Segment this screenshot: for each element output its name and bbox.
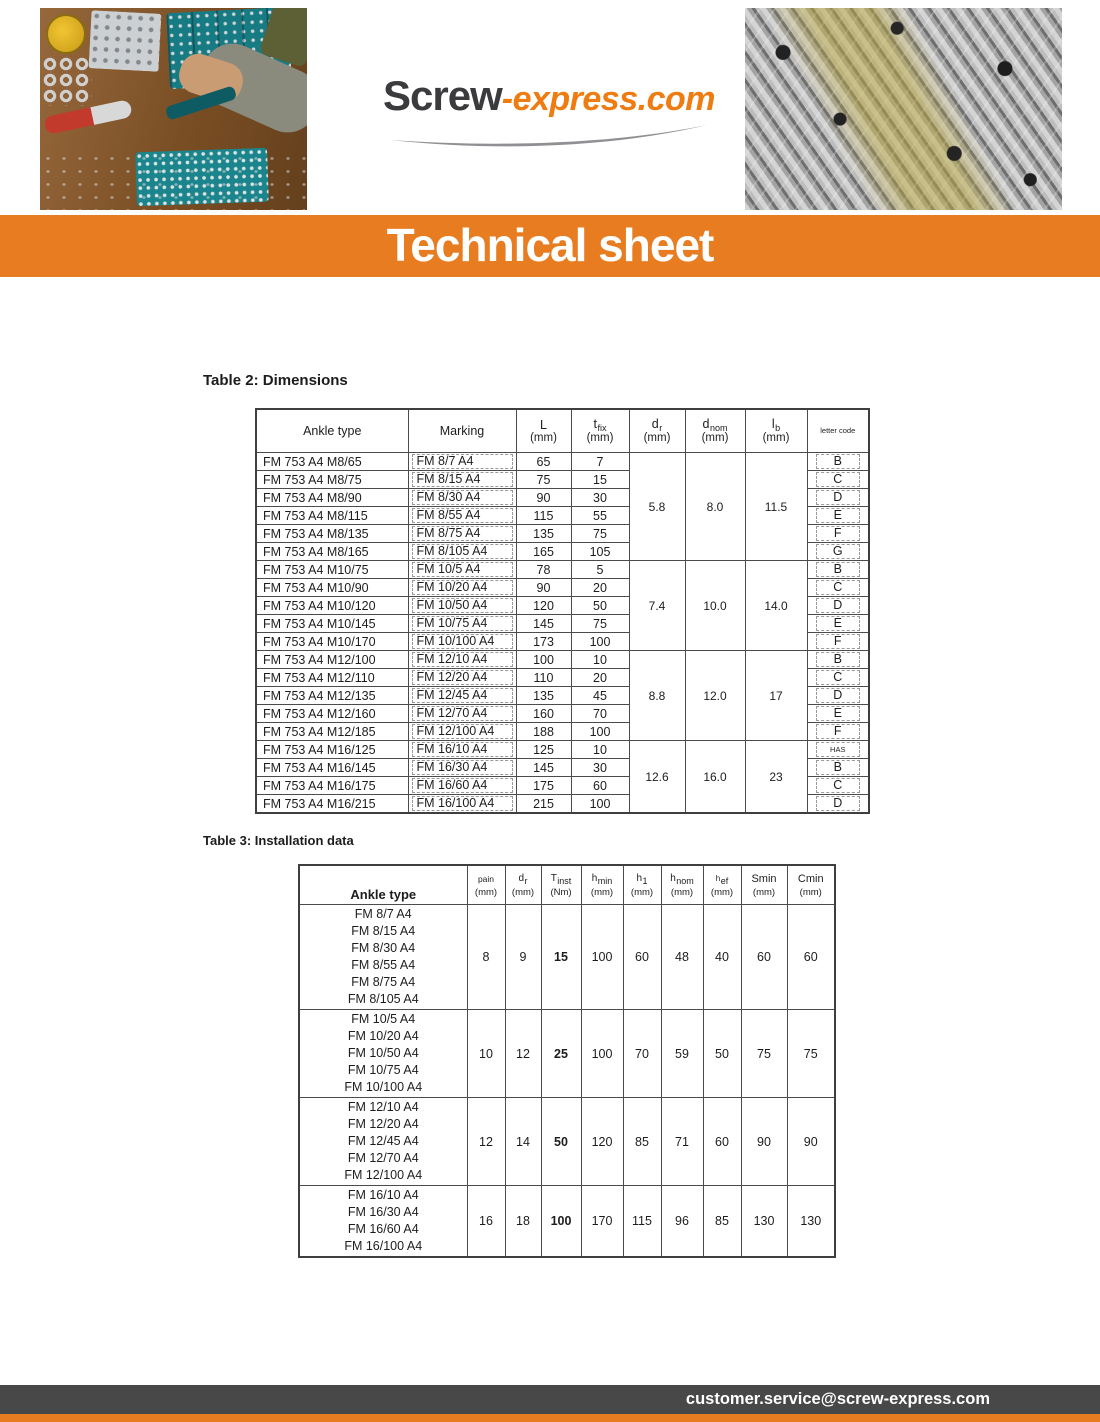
- brand-logo-text-secondary: -express.com: [501, 80, 715, 118]
- tfix-cell: 100: [571, 723, 629, 741]
- length-cell: 78: [516, 561, 571, 579]
- marking-cell: FM 8/75 A4: [408, 525, 516, 543]
- ankle-type-line: FM 16/60 A4: [347, 1222, 419, 1236]
- length-cell: 215: [516, 795, 571, 814]
- t2-col-label-marking: Marking: [439, 424, 485, 438]
- value-cell: 50: [541, 1098, 581, 1186]
- t3-col-hmin: [581, 865, 623, 905]
- ankle-type-cell: FM 753 A4 M8/165: [256, 543, 408, 561]
- ankle-type-line: FM 10/75 A4: [347, 1063, 419, 1077]
- value-cell: 8: [467, 905, 505, 1010]
- t2-col-unit-dnom: (mm): [701, 432, 729, 444]
- dr-cell: 5.8: [629, 453, 685, 561]
- marking-cell: FM 10/75 A4: [408, 615, 516, 633]
- table2-caption: Table 2: Dimensions: [203, 372, 348, 389]
- value-cell: 60: [741, 905, 787, 1010]
- t2-col-unit-tfix: (mm): [586, 432, 614, 444]
- table-row: [256, 561, 869, 579]
- value-cell: 120: [581, 1098, 623, 1186]
- length-cell: 173: [516, 633, 571, 651]
- tfix-cell: 20: [571, 579, 629, 597]
- t3-col-tinst: [541, 865, 581, 905]
- t3-col-unit-dr: (mm): [511, 887, 535, 898]
- ankle-types-cell: [299, 1186, 467, 1258]
- t2-col-ankle: [256, 409, 408, 453]
- tfix-cell: 100: [571, 795, 629, 814]
- length-cell: 65: [516, 453, 571, 471]
- letter-code-cell: E: [807, 615, 869, 633]
- t3-col-ankle: [299, 865, 467, 905]
- ankle-type-line: FM 12/10 A4: [347, 1100, 419, 1114]
- t3-col-label-hef: hef: [715, 874, 729, 886]
- dnom-cell: 12.0: [685, 651, 745, 741]
- tfix-cell: 105: [571, 543, 629, 561]
- t2-col-dr: [629, 409, 685, 453]
- marking-cell: FM 8/30 A4: [408, 489, 516, 507]
- tfix-cell: 50: [571, 597, 629, 615]
- value-cell: 10: [467, 1010, 505, 1098]
- ankle-type-line: FM 16/30 A4: [347, 1205, 419, 1219]
- t3-col-hef: [703, 865, 741, 905]
- t2-col-label-dr: $d_r$: [651, 417, 663, 433]
- lb-cell: 14.0: [745, 561, 807, 651]
- t3-col-label-ankle: Ankle type: [350, 887, 417, 902]
- brand-logo-text-primary: Screw: [383, 72, 502, 119]
- t2-col-label-lb: $l_b$: [771, 417, 781, 433]
- t3-col-unit-h1: (mm): [630, 887, 654, 898]
- letter-code-cell: B: [807, 453, 869, 471]
- length-cell: 145: [516, 759, 571, 777]
- length-cell: 135: [516, 525, 571, 543]
- table3-caption: Table 3: Installation data: [203, 833, 354, 848]
- length-cell: 125: [516, 741, 571, 759]
- t3-col-label-h1: h1: [636, 873, 648, 886]
- value-cell: 40: [703, 905, 741, 1010]
- tfix-cell: 75: [571, 615, 629, 633]
- value-cell: 70: [623, 1010, 661, 1098]
- ankle-type-cell: FM 753 A4 M8/65: [256, 453, 408, 471]
- value-cell: 130: [741, 1186, 787, 1258]
- length-cell: 188: [516, 723, 571, 741]
- length-cell: 75: [516, 471, 571, 489]
- contact-email: customer.service@screw-express.com: [685, 1390, 990, 1408]
- value-cell: 75: [787, 1010, 835, 1098]
- length-cell: 160: [516, 705, 571, 723]
- value-cell: 60: [703, 1098, 741, 1186]
- tfix-cell: 30: [571, 489, 629, 507]
- installation-table-body: [299, 905, 835, 1258]
- ankle-types-cell: [299, 1098, 467, 1186]
- t2-col-label-ankle: Ankle type: [303, 424, 362, 438]
- dr-cell: 12.6: [629, 741, 685, 814]
- installation-table: [298, 864, 836, 1258]
- marking-cell: FM 12/45 A4: [408, 687, 516, 705]
- ankle-type-cell: FM 753 A4 M16/175: [256, 777, 408, 795]
- ankle-type-cell: FM 753 A4 M12/160: [256, 705, 408, 723]
- brand-logo: [383, 72, 733, 148]
- ankle-type-cell: FM 753 A4 M10/120: [256, 597, 408, 615]
- t3-col-hnom: [661, 865, 703, 905]
- dr-cell: 7.4: [629, 561, 685, 651]
- length-cell: 115: [516, 507, 571, 525]
- ankle-type-cell: FM 753 A4 M16/125: [256, 741, 408, 759]
- marking-cell: FM 8/55 A4: [408, 507, 516, 525]
- marking-cell: FM 12/20 A4: [408, 669, 516, 687]
- letter-code-cell: B: [807, 651, 869, 669]
- length-cell: 145: [516, 615, 571, 633]
- value-cell: 85: [703, 1186, 741, 1258]
- footer-accent-bar: [0, 1414, 1100, 1422]
- marking-cell: FM 10/50 A4: [408, 597, 516, 615]
- tfix-cell: 30: [571, 759, 629, 777]
- ankle-type-line: FM 8/7 A4: [354, 907, 412, 921]
- marking-cell: FM 12/10 A4: [408, 651, 516, 669]
- value-cell: 9: [505, 905, 541, 1010]
- letter-code-cell: D: [807, 687, 869, 705]
- ankle-type-line: FM 12/45 A4: [347, 1134, 419, 1148]
- table-row: [256, 741, 869, 759]
- dnom-cell: 16.0: [685, 741, 745, 814]
- t3-col-cmin: [787, 865, 835, 905]
- t2-col-label-dnom: $d_{nom}$: [702, 417, 728, 433]
- ankle-type-cell: FM 753 A4 M16/145: [256, 759, 408, 777]
- tfix-cell: 70: [571, 705, 629, 723]
- marking-cell: FM 8/7 A4: [408, 453, 516, 471]
- dimensions-table: [255, 408, 870, 814]
- t2-col-marking: [408, 409, 516, 453]
- letter-code-cell: D: [807, 795, 869, 814]
- ankle-type-line: FM 10/20 A4: [347, 1029, 419, 1043]
- value-cell: 60: [787, 905, 835, 1010]
- logo-swoosh-icon: [389, 122, 709, 148]
- tfix-cell: 55: [571, 507, 629, 525]
- ankle-type-cell: FM 753 A4 M10/75: [256, 561, 408, 579]
- value-cell: 71: [661, 1098, 703, 1186]
- value-cell: 16: [467, 1186, 505, 1258]
- letter-code-cell: F: [807, 633, 869, 651]
- letter-code-cell: D: [807, 489, 869, 507]
- scattered-screws-shape: [40, 152, 307, 210]
- ankle-type-cell: FM 753 A4 M16/215: [256, 795, 408, 814]
- masthead: [0, 0, 1100, 215]
- t3-col-smin: [741, 865, 787, 905]
- ankle-type-cell: FM 753 A4 M12/135: [256, 687, 408, 705]
- footer: [0, 1385, 1100, 1422]
- marking-cell: FM 16/60 A4: [408, 777, 516, 795]
- table-row: [256, 453, 869, 471]
- t3-col-unit-pain: (mm): [474, 886, 498, 898]
- value-cell: 115: [623, 1186, 661, 1258]
- value-cell: 130: [787, 1186, 835, 1258]
- marking-cell: FM 10/5 A4: [408, 561, 516, 579]
- length-cell: 165: [516, 543, 571, 561]
- letter-code-cell: C: [807, 777, 869, 795]
- t3-col-label-hnom: hnom: [670, 873, 694, 886]
- tfix-cell: 75: [571, 525, 629, 543]
- value-cell: 25: [541, 1010, 581, 1098]
- t3-col-label-dr: dr: [518, 873, 528, 886]
- installation-table-header-row: [299, 865, 835, 905]
- t3-col-unit-smin: (mm): [752, 886, 776, 898]
- length-cell: 175: [516, 777, 571, 795]
- ankle-types-cell: [299, 1010, 467, 1098]
- t3-col-unit-hmin: (mm): [590, 887, 614, 898]
- length-cell: 135: [516, 687, 571, 705]
- letter-code-cell: F: [807, 525, 869, 543]
- letter-code-cell: E: [807, 507, 869, 525]
- marking-cell: FM 8/15 A4: [408, 471, 516, 489]
- ankle-type-line: FM 16/100 A4: [344, 1239, 423, 1253]
- value-cell: 18: [505, 1186, 541, 1258]
- value-cell: 96: [661, 1186, 703, 1258]
- t2-col-unit-lb: (mm): [762, 432, 790, 444]
- table-row: [256, 651, 869, 669]
- tfix-cell: 20: [571, 669, 629, 687]
- t2-col-unit-L: (mm): [530, 431, 557, 444]
- length-cell: 90: [516, 579, 571, 597]
- table-row: [299, 905, 835, 1010]
- letter-code-cell: F: [807, 723, 869, 741]
- letter-code-cell: C: [807, 471, 869, 489]
- washers-shape: [42, 56, 92, 106]
- ankle-type-line: FM 10/50 A4: [347, 1046, 419, 1060]
- dnom-cell: 10.0: [685, 561, 745, 651]
- marking-cell: FM 10/20 A4: [408, 579, 516, 597]
- lb-cell: 17: [745, 651, 807, 741]
- value-cell: 90: [787, 1098, 835, 1186]
- t3-col-unit-tinst: (Nm): [550, 887, 572, 898]
- workbench-photo: [40, 8, 307, 210]
- letter-code-cell: C: [807, 669, 869, 687]
- t3-col-label-hmin: hmin: [591, 873, 613, 886]
- ankle-type-cell: FM 753 A4 M12/100: [256, 651, 408, 669]
- parts-tray-shape: [89, 10, 162, 72]
- dr-cell: 8.8: [629, 651, 685, 741]
- tfix-cell: 5: [571, 561, 629, 579]
- ankle-type-line: FM 8/30 A4: [351, 941, 416, 955]
- tfix-cell: 7: [571, 453, 629, 471]
- ankle-type-cell: FM 753 A4 M8/135: [256, 525, 408, 543]
- t2-col-label-L: L: [540, 417, 547, 432]
- value-cell: 59: [661, 1010, 703, 1098]
- ankle-type-cell: FM 753 A4 M10/90: [256, 579, 408, 597]
- lb-cell: 11.5: [745, 453, 807, 561]
- value-cell: 60: [623, 905, 661, 1010]
- tfix-cell: 60: [571, 777, 629, 795]
- ankle-type-line: FM 8/55 A4: [351, 958, 416, 972]
- letter-code-cell: B: [807, 561, 869, 579]
- value-cell: 75: [741, 1010, 787, 1098]
- tfix-cell: 45: [571, 687, 629, 705]
- ankle-type-cell: FM 753 A4 M12/185: [256, 723, 408, 741]
- ankle-type-line: FM 8/15 A4: [351, 924, 416, 938]
- table-row: [299, 1098, 835, 1186]
- tfix-cell: 10: [571, 651, 629, 669]
- tfix-cell: 10: [571, 741, 629, 759]
- value-cell: 100: [581, 905, 623, 1010]
- ankle-type-cell: FM 753 A4 M8/75: [256, 471, 408, 489]
- ankle-type-line: FM 8/105 A4: [347, 992, 419, 1006]
- ankle-type-line: FM 12/100 A4: [344, 1168, 423, 1182]
- marking-cell: FM 8/105 A4: [408, 543, 516, 561]
- value-cell: 100: [541, 1186, 581, 1258]
- t2-col-lb: [745, 409, 807, 453]
- t3-col-pain: [467, 865, 505, 905]
- length-cell: 120: [516, 597, 571, 615]
- screws-photo: [745, 8, 1062, 210]
- dnom-cell: 8.0: [685, 453, 745, 561]
- page-title: Technical sheet: [386, 219, 714, 271]
- t3-col-h1: [623, 865, 661, 905]
- t2-col-tfix: [571, 409, 629, 453]
- table-row: [299, 1186, 835, 1258]
- table-row: [299, 1010, 835, 1098]
- value-cell: 12: [467, 1098, 505, 1186]
- dimensions-table-header-row: [256, 409, 869, 453]
- t2-col-label-tfix: $t_{fix}$: [593, 417, 607, 433]
- title-banner: [0, 215, 1100, 277]
- tape-measure-shape: [46, 14, 86, 54]
- t3-col-unit-hef: (mm): [710, 887, 734, 898]
- t3-col-unit-cmin: (mm): [799, 886, 822, 898]
- t3-col-label-pain: pain: [477, 873, 495, 884]
- marking-cell: FM 16/10 A4: [408, 741, 516, 759]
- ankle-type-line: FM 10/100 A4: [344, 1080, 423, 1094]
- ankle-type-cell: FM 753 A4 M10/145: [256, 615, 408, 633]
- marking-cell: FM 10/100 A4: [408, 633, 516, 651]
- ankle-types-cell: [299, 905, 467, 1010]
- ankle-type-cell: FM 753 A4 M10/170: [256, 633, 408, 651]
- letter-code-cell: HAS: [807, 741, 869, 759]
- length-cell: 100: [516, 651, 571, 669]
- ankle-type-line: FM 12/20 A4: [347, 1117, 419, 1131]
- length-cell: 90: [516, 489, 571, 507]
- t3-col-label-cmin: Cmin: [797, 872, 824, 885]
- tfix-cell: 100: [571, 633, 629, 651]
- t3-col-label-smin: Smin: [751, 872, 777, 885]
- t3-col-unit-hnom: (mm): [670, 887, 694, 898]
- value-cell: 48: [661, 905, 703, 1010]
- value-cell: 15: [541, 905, 581, 1010]
- letter-code-cell: D: [807, 597, 869, 615]
- letter-code-cell: E: [807, 705, 869, 723]
- t3-col-label-tinst: Tinst: [550, 873, 572, 886]
- t2-col-unit-dr: (mm): [643, 432, 671, 444]
- marking-cell: FM 12/100 A4: [408, 723, 516, 741]
- value-cell: 170: [581, 1186, 623, 1258]
- value-cell: 90: [741, 1098, 787, 1186]
- value-cell: 12: [505, 1010, 541, 1098]
- tfix-cell: 15: [571, 471, 629, 489]
- value-cell: 50: [703, 1010, 741, 1098]
- t2-col-dnom: [685, 409, 745, 453]
- letter-code-cell: C: [807, 579, 869, 597]
- t2-col-label-code: letter code: [820, 426, 856, 435]
- length-cell: 110: [516, 669, 571, 687]
- t3-col-dr: [505, 865, 541, 905]
- letter-code-cell: G: [807, 543, 869, 561]
- t2-col-code: [807, 409, 869, 453]
- ankle-type-line: FM 10/5 A4: [351, 1012, 416, 1026]
- lb-cell: 23: [745, 741, 807, 814]
- marking-cell: FM 16/30 A4: [408, 759, 516, 777]
- ankle-type-line: FM 16/10 A4: [347, 1188, 419, 1202]
- value-cell: 100: [581, 1010, 623, 1098]
- t2-col-L: [516, 409, 571, 453]
- ankle-type-line: FM 8/75 A4: [351, 975, 416, 989]
- ankle-type-cell: FM 753 A4 M8/115: [256, 507, 408, 525]
- marking-cell: FM 16/100 A4: [408, 795, 516, 814]
- ankle-type-line: FM 12/70 A4: [347, 1151, 419, 1165]
- dimensions-table-body: [256, 453, 869, 814]
- marking-cell: FM 12/70 A4: [408, 705, 516, 723]
- letter-code-cell: B: [807, 759, 869, 777]
- value-cell: 14: [505, 1098, 541, 1186]
- value-cell: 85: [623, 1098, 661, 1186]
- ankle-type-cell: FM 753 A4 M8/90: [256, 489, 408, 507]
- ankle-type-cell: FM 753 A4 M12/110: [256, 669, 408, 687]
